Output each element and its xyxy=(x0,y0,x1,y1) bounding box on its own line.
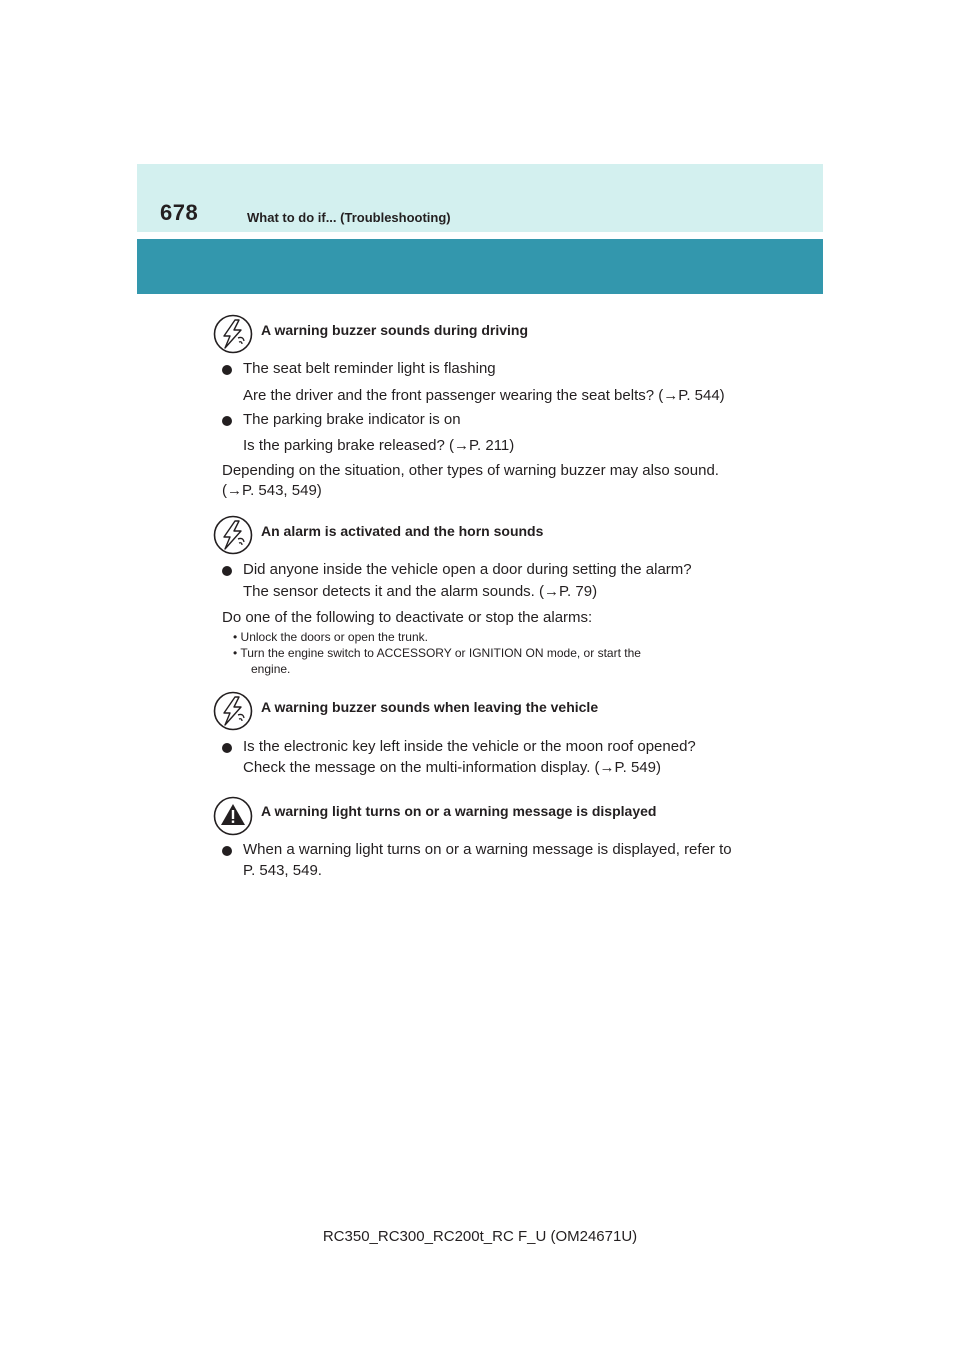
title-bar xyxy=(137,239,823,294)
buzzer-icon xyxy=(213,691,253,731)
list-item-detail: Is the parking brake released? (→P. 211) xyxy=(243,437,515,454)
note-text: Do one of the following to deactivate or stop the alarms: xyxy=(222,609,593,626)
footer-model: RC350_RC300_RC200t_RC F_U (OM24671U) xyxy=(322,1228,638,1245)
section-heading-alarm: An alarm is activated and the horn sounds xyxy=(261,523,544,539)
list-item-detail: P. 543, 549. xyxy=(243,862,322,879)
bullet-icon xyxy=(222,566,232,576)
list-item-detail: Check the message on the multi-information display. (→P. 549) xyxy=(243,759,661,776)
buzzer-icon xyxy=(213,314,253,354)
warning-icon xyxy=(213,796,253,836)
section-heading-buzzer-driving: A warning buzzer sounds during driving xyxy=(261,322,529,338)
section-title: What to do if... (Troubleshooting) xyxy=(247,210,451,225)
buzzer-icon xyxy=(213,515,253,555)
bullet-icon xyxy=(222,743,232,753)
list-item-detail: The sensor detects it and the alarm sounds. (→P. 79) xyxy=(243,583,598,600)
bullet-icon xyxy=(222,846,232,856)
sub-list-item: • Turn the engine switch to ACCESSORY or IGNITION ON mode, or start the xyxy=(233,646,641,660)
note-text: Depending on the situation, other types of warning buzzer may also sound. xyxy=(222,462,719,479)
sub-list-item: • Unlock the doors or open the trunk. xyxy=(233,630,428,644)
bullet-icon xyxy=(222,365,232,375)
bullet-icon xyxy=(222,416,232,426)
section-heading-warning-light: A warning light turns on or a warning message is displayed xyxy=(261,803,657,819)
page-number: 678 xyxy=(160,200,199,225)
section-heading-leaving-vehicle: A warning buzzer sounds when leaving the vehicle xyxy=(261,699,599,715)
list-item-detail: Are the driver and the front passenger wearing the seat belts? (→P. 544) xyxy=(243,387,725,404)
header-band xyxy=(137,164,823,232)
note-text: (→P. 543, 549) xyxy=(222,482,322,499)
sub-list-item: engine. xyxy=(251,662,291,676)
